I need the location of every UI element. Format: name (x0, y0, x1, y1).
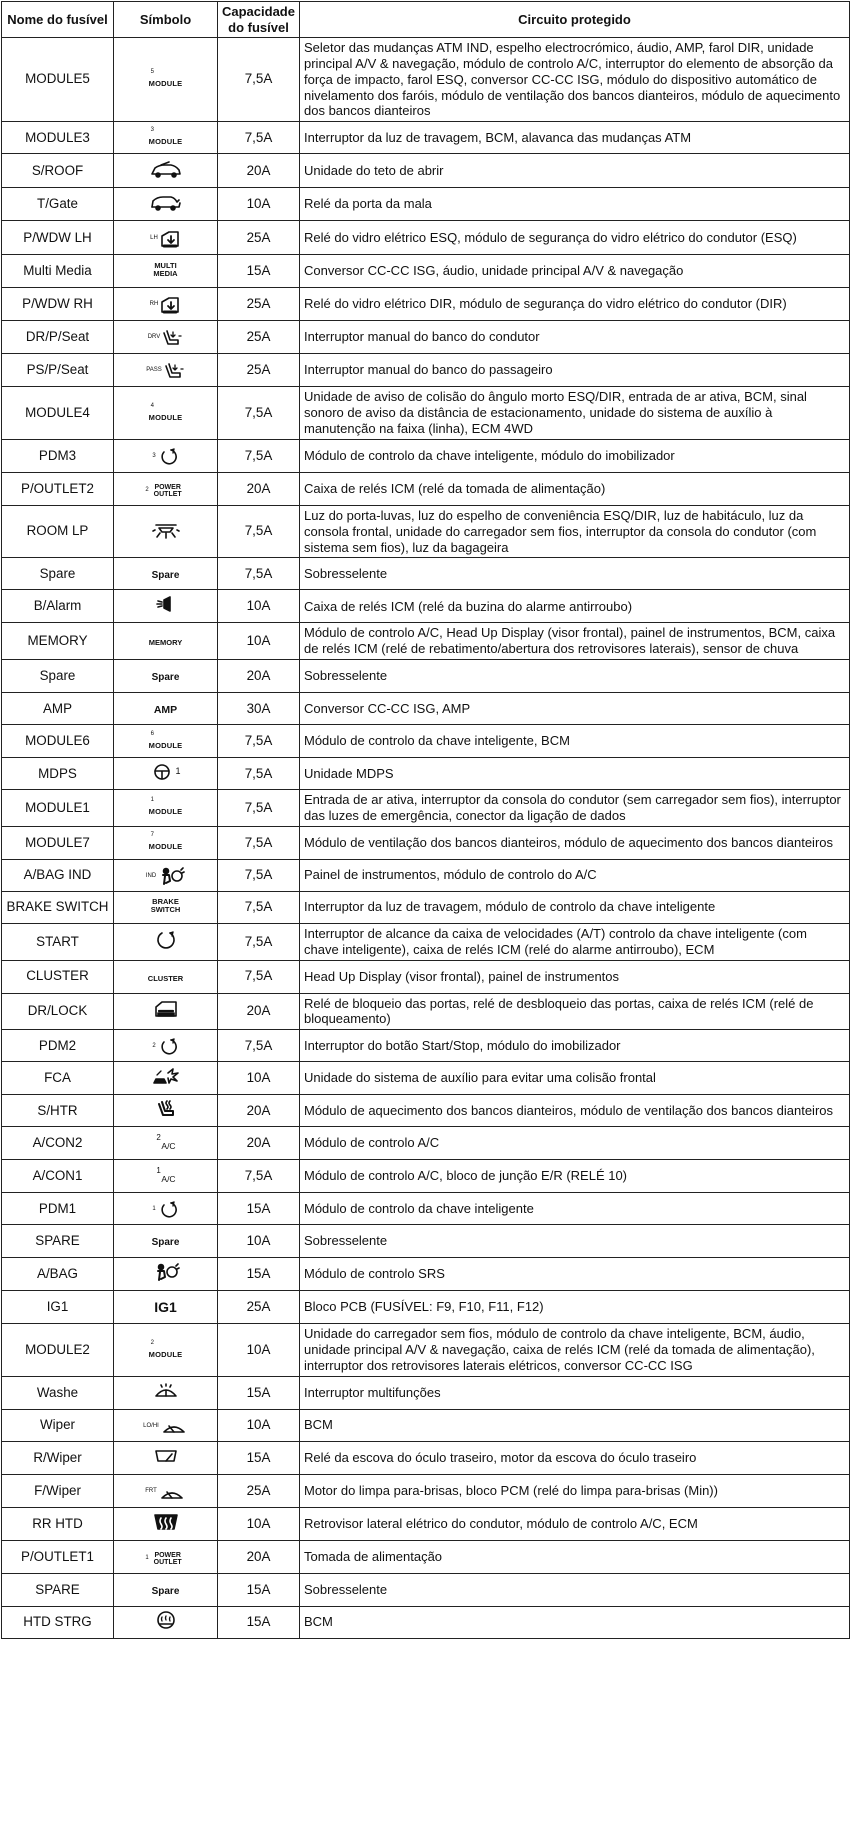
fuse-symbol (114, 1540, 218, 1573)
tailgate-icon (149, 192, 183, 212)
protected-circuit: Luz do porta-luvas, luz do espelho de conveniência ESQ/DIR, luz de habitáculo, luz da consola frontal, unidade do carregador sem fios, interruptor da consola do condutor (com sistema sem fios), luz da bagageira (300, 505, 850, 558)
fuse-name: MDPS (2, 758, 114, 790)
symbol-label: 1 (175, 766, 181, 777)
protected-circuit: Relé de bloqueio das portas, relé de desbloqueio das portas, caixa de relés ICM (relé de bloqueamento) (300, 993, 850, 1030)
fuse-symbol (114, 387, 218, 440)
fuse-capacity: 7,5A (218, 826, 300, 859)
table-row (2, 1062, 850, 1095)
fuse-name: MODULE5 (2, 38, 114, 122)
fuse-symbol (114, 1291, 218, 1324)
symbol-label: RH (149, 301, 159, 308)
protected-circuit: Bloco PCB (FUSÍVEL: F9, F10, F11, F12) (300, 1291, 850, 1324)
table-row (2, 1507, 850, 1540)
table-row (2, 1225, 850, 1258)
protected-circuit: Módulo de controlo da chave inteligente, BCM (300, 725, 850, 758)
protected-circuit: Interruptor da luz de travagem, BCM, alavanca das mudanças ATM (300, 122, 850, 154)
protected-circuit: Módulo de controlo da chave inteligente (300, 1193, 850, 1225)
power-outlet-symbol: 1 POWER OUTLET (145, 1551, 182, 1567)
fuse-capacity: 15A (218, 255, 300, 288)
protected-circuit: Head Up Display (visor frontal), painel de instrumentos (300, 960, 850, 993)
fuse-name: R/Wiper (2, 1441, 114, 1474)
protected-circuit: Unidade MDPS (300, 758, 850, 790)
fuse-symbol (114, 758, 218, 790)
fuse-capacity: 30A (218, 693, 300, 725)
table-row (2, 1193, 850, 1225)
fuse-symbol (114, 1062, 218, 1095)
fuse-name: P/WDW RH (2, 288, 114, 321)
fuse-symbol (114, 1441, 218, 1474)
table-row (2, 439, 850, 472)
module-symbol: 7 MODULE (148, 832, 183, 852)
table-row (2, 859, 850, 891)
protected-circuit: Unidade do teto de abrir (300, 154, 850, 188)
fuse-capacity: 7,5A (218, 122, 300, 154)
header-circuit: Circuito protegido (300, 2, 850, 38)
washer-icon (152, 1381, 180, 1401)
table-row (2, 960, 850, 993)
power-window-icon (150, 295, 182, 315)
fuse-symbol (114, 1193, 218, 1225)
fuse-capacity: 10A (218, 1507, 300, 1540)
fuse-symbol (114, 993, 218, 1030)
fuse-capacity: 7,5A (218, 923, 300, 960)
table-row (2, 1030, 850, 1062)
heated-steering-icon (154, 1609, 178, 1631)
fuse-symbol (114, 1160, 218, 1193)
fuse-symbol (114, 188, 218, 221)
protected-circuit: Tomada de alimentação (300, 1540, 850, 1573)
fuse-symbol (114, 725, 218, 758)
protected-circuit: Seletor das mudanças ATM IND, espelho electrocrómico, áudio, AMP, farol DIR, unidade principal A/V & navegação, módulo de controlo A/C, interruptor do elemento de absorção da força de impacto, farol ESQ, conversor CC-CC ISG, módulo do dispositivo automático de nivelamento dos faróis, módulo de ventilação dos bancos dianteiros, módulo de aquecimento dos bancos dianteiros (300, 38, 850, 122)
fuse-capacity: 20A (218, 660, 300, 693)
fuse-name: Spare (2, 660, 114, 693)
fuse-name: MODULE6 (2, 725, 114, 758)
start-icon (154, 929, 178, 951)
table-row (2, 354, 850, 387)
door-lock-icon (153, 999, 179, 1019)
power-seat-icon (148, 328, 184, 348)
fuse-name: MODULE7 (2, 826, 114, 859)
fuse-name: IG1 (2, 1291, 114, 1324)
fuse-name: Multi Media (2, 255, 114, 288)
fuse-name: PS/P/Seat (2, 354, 114, 387)
text-symbol: CLUSTER (147, 973, 184, 983)
protected-circuit: Conversor CC-CC ISG, AMP (300, 693, 850, 725)
spare-symbol: Spare (151, 1585, 180, 1597)
table-row (2, 1160, 850, 1193)
fuse-capacity: 7,5A (218, 725, 300, 758)
fuse-capacity: 20A (218, 472, 300, 505)
text-symbol: MULTI MEDIA (153, 261, 178, 279)
module-symbol: 3 MODULE (148, 127, 183, 147)
amp-symbol: AMP (153, 703, 178, 716)
seat-heater-icon (154, 1098, 178, 1120)
fuse-symbol (114, 122, 218, 154)
fuse-name: P/OUTLET1 (2, 1540, 114, 1573)
wiper-icon (145, 1482, 186, 1502)
fuse-capacity: 20A (218, 1095, 300, 1127)
fuse-capacity: 15A (218, 1606, 300, 1638)
fuse-capacity: 25A (218, 321, 300, 354)
protected-circuit: Motor do limpa para-brisas, bloco PCM (relé do limpa para-brisas (Min)) (300, 1474, 850, 1507)
table-row (2, 122, 850, 154)
fuse-name: RR HTD (2, 1507, 114, 1540)
power-window-icon (150, 229, 181, 249)
collision-icon (151, 1065, 181, 1087)
table-row (2, 288, 850, 321)
table-row (2, 660, 850, 693)
protected-circuit: Módulo de controlo A/C, bloco de junção E/R (RELÉ 10) (300, 1160, 850, 1193)
fuse-name: SPARE (2, 1573, 114, 1606)
fuse-symbol (114, 1030, 218, 1062)
table-row (2, 623, 850, 660)
protected-circuit: Painel de instrumentos, módulo de controlo do A/C (300, 859, 850, 891)
fuse-symbol (114, 472, 218, 505)
fuse-name: A/CON2 (2, 1127, 114, 1160)
fuse-symbol (114, 1225, 218, 1258)
ac-symbol: 1 A/C (156, 1165, 176, 1184)
table-row (2, 1291, 850, 1324)
fuse-name: Washe (2, 1376, 114, 1409)
protected-circuit: Unidade do sistema de auxílio para evitar uma colisão frontal (300, 1062, 850, 1095)
fuse-name: HTD STRG (2, 1606, 114, 1638)
table-row (2, 321, 850, 354)
fuse-name: PDM1 (2, 1193, 114, 1225)
pdm-icon (152, 1200, 178, 1220)
protected-circuit: Sobresselente (300, 558, 850, 590)
fuse-name: S/HTR (2, 1095, 114, 1127)
protected-circuit: Conversor CC-CC ISG, áudio, unidade principal A/V & navegação (300, 255, 850, 288)
fuse-capacity: 7,5A (218, 1160, 300, 1193)
fuse-name: MODULE3 (2, 122, 114, 154)
fuse-capacity: 25A (218, 1474, 300, 1507)
fuse-name: START (2, 923, 114, 960)
fuse-capacity: 10A (218, 188, 300, 221)
fuse-name: B/Alarm (2, 590, 114, 623)
table-row (2, 1127, 850, 1160)
table-row (2, 221, 850, 255)
fuse-symbol (114, 891, 218, 923)
table-row (2, 387, 850, 440)
symbol-label: PASS (146, 367, 162, 374)
protected-circuit: Módulo de controlo A/C (300, 1127, 850, 1160)
fuse-name: MODULE2 (2, 1324, 114, 1377)
protected-circuit: Módulo de controlo SRS (300, 1258, 850, 1291)
protected-circuit: Entrada de ar ativa, interruptor da consola do condutor (sem carregador sem fios), interruptor das luzes de emergência, conector da ligação de dados (300, 790, 850, 827)
header-symbol: Símbolo (114, 2, 218, 38)
power-outlet-symbol: 2 POWER OUTLET (145, 483, 182, 499)
fuse-name: MODULE4 (2, 387, 114, 440)
fuse-symbol (114, 154, 218, 188)
fuse-symbol (114, 439, 218, 472)
fuse-name: AMP (2, 693, 114, 725)
header-capacity: Capacidade do fusível (218, 2, 300, 38)
fuse-capacity: 10A (218, 1324, 300, 1377)
airbag-icon (152, 1262, 180, 1282)
rear-defrost-icon (151, 1510, 181, 1534)
fuse-table-body (2, 38, 850, 1639)
fuse-capacity: 15A (218, 1258, 300, 1291)
fuse-name: FCA (2, 1062, 114, 1095)
protected-circuit: Unidade do carregador sem fios, módulo de controlo da chave inteligente, BCM, áudio, unidade principal A/V & navegação, caixa de relés ICM (relé da tomada de alimentação), interruptor dos retrovisores laterais elétricos, conversor CC-CC ISG (300, 1324, 850, 1377)
fuse-name: SPARE (2, 1225, 114, 1258)
fuse-capacity: 25A (218, 354, 300, 387)
fuse-name: F/Wiper (2, 1474, 114, 1507)
fuse-capacity: 15A (218, 1573, 300, 1606)
fuse-symbol (114, 255, 218, 288)
fuse-symbol (114, 1324, 218, 1377)
alarm-horn-icon (155, 595, 177, 613)
fuse-table (1, 1, 850, 1639)
symbol-label: DRV (147, 334, 161, 341)
header-row (2, 2, 850, 38)
module-symbol: 5 MODULE (148, 69, 183, 89)
fuse-name: CLUSTER (2, 960, 114, 993)
table-row (2, 188, 850, 221)
protected-circuit: Relé da escova do óculo traseiro, motor da escova do óculo traseiro (300, 1441, 850, 1474)
spare-symbol: Spare (151, 1237, 180, 1249)
symbol-label: IND (145, 872, 157, 879)
table-row (2, 790, 850, 827)
protected-circuit: BCM (300, 1606, 850, 1638)
fuse-capacity: 7,5A (218, 439, 300, 472)
fuse-symbol (114, 826, 218, 859)
fuse-capacity: 10A (218, 623, 300, 660)
fuse-name: T/Gate (2, 188, 114, 221)
fuse-capacity: 7,5A (218, 38, 300, 122)
text-symbol: BRAKE SWITCH (150, 897, 181, 915)
fuse-capacity: 7,5A (218, 790, 300, 827)
fuse-capacity: 15A (218, 1441, 300, 1474)
fuse-name: DR/LOCK (2, 993, 114, 1030)
fuse-symbol (114, 1573, 218, 1606)
fuse-capacity: 7,5A (218, 960, 300, 993)
fuse-capacity: 7,5A (218, 891, 300, 923)
protected-circuit: Interruptor do botão Start/Stop, módulo do imobilizador (300, 1030, 850, 1062)
table-row (2, 993, 850, 1030)
fuse-symbol (114, 960, 218, 993)
fuse-capacity: 25A (218, 221, 300, 255)
protected-circuit: Interruptor da luz de travagem, módulo de controlo da chave inteligente (300, 891, 850, 923)
fuse-capacity: 10A (218, 1409, 300, 1441)
table-row (2, 1376, 850, 1409)
fuse-capacity: 7,5A (218, 859, 300, 891)
table-row (2, 1606, 850, 1638)
protected-circuit: BCM (300, 1409, 850, 1441)
fuse-name: A/CON1 (2, 1160, 114, 1193)
fuse-name: A/BAG IND (2, 859, 114, 891)
table-row (2, 725, 850, 758)
fuse-symbol (114, 1606, 218, 1638)
table-row (2, 38, 850, 122)
fuse-capacity: 10A (218, 1062, 300, 1095)
fuse-symbol (114, 221, 218, 255)
fuse-symbol (114, 558, 218, 590)
table-row (2, 1324, 850, 1377)
fuse-symbol (114, 38, 218, 122)
protected-circuit: Interruptor multifunções (300, 1376, 850, 1409)
table-row (2, 558, 850, 590)
protected-circuit: Módulo de controlo A/C, Head Up Display (visor frontal), painel de instrumentos, BCM, caixa de relés ICM (relé de rebatimento/abertura dos retrovisores laterais), sensor de chuva (300, 623, 850, 660)
protected-circuit: Interruptor manual do banco do condutor (300, 321, 850, 354)
airbag-icon (146, 866, 185, 886)
fuse-capacity: 20A (218, 993, 300, 1030)
table-row (2, 1474, 850, 1507)
power-seat-icon (146, 361, 185, 381)
fuse-symbol (114, 1127, 218, 1160)
table-row (2, 758, 850, 790)
fuse-capacity: 20A (218, 1540, 300, 1573)
table-row (2, 154, 850, 188)
fuse-symbol (114, 693, 218, 725)
fuse-symbol (114, 505, 218, 558)
fuse-name: BRAKE SWITCH (2, 891, 114, 923)
symbol-label: FRT (145, 1488, 157, 1495)
protected-circuit: Caixa de relés ICM (relé da buzina do alarme antirroubo) (300, 590, 850, 623)
fuse-capacity: 20A (218, 1127, 300, 1160)
fuse-capacity: 15A (218, 1376, 300, 1409)
table-row (2, 891, 850, 923)
protected-circuit: Sobresselente (300, 1225, 850, 1258)
protected-circuit: Sobresselente (300, 660, 850, 693)
table-row (2, 826, 850, 859)
fuse-symbol (114, 790, 218, 827)
fuse-capacity: 10A (218, 1225, 300, 1258)
fuse-symbol (114, 1095, 218, 1127)
room-lamp-icon (151, 520, 181, 540)
spare-symbol: Spare (151, 672, 180, 684)
fuse-name: PDM2 (2, 1030, 114, 1062)
symbol-label: 1 (152, 1206, 156, 1212)
table-row (2, 1095, 850, 1127)
protected-circuit: Relé da porta da mala (300, 188, 850, 221)
pdm-icon (152, 1037, 178, 1057)
fuse-capacity: 25A (218, 288, 300, 321)
module-symbol: 6 MODULE (148, 730, 183, 750)
protected-circuit: Módulo de ventilação dos bancos dianteiros, módulo de aquecimento dos bancos dianteiros (300, 826, 850, 859)
fuse-symbol (114, 1507, 218, 1540)
table-row (2, 1441, 850, 1474)
table-row (2, 1573, 850, 1606)
module-symbol: 2 MODULE (148, 1339, 183, 1359)
steering-icon (150, 762, 180, 782)
fuse-symbol (114, 859, 218, 891)
table-row (2, 590, 850, 623)
fuse-name: DR/P/Seat (2, 321, 114, 354)
protected-circuit: Relé do vidro elétrico DIR, módulo de segurança do vidro elétrico do condutor (DIR) (300, 288, 850, 321)
table-row (2, 255, 850, 288)
table-row (2, 505, 850, 558)
protected-circuit: Unidade de aviso de colisão do ângulo morto ESQ/DIR, entrada de ar ativa, BCM, sinal sonoro de aviso da distância de estacionamento, unidade do sistema de auxílio à manutenção na faixa (linha), ECM 4WD (300, 387, 850, 440)
symbol-label: LH (150, 234, 158, 241)
fuse-symbol (114, 288, 218, 321)
ig1-symbol: IG1 (154, 1298, 177, 1315)
module-symbol: 4 MODULE (148, 402, 183, 422)
fuse-capacity: 25A (218, 1291, 300, 1324)
sunroof-icon (149, 160, 183, 178)
text-symbol: MEMORY (148, 638, 183, 648)
fuse-name: ROOM LP (2, 505, 114, 558)
fuse-name: A/BAG (2, 1258, 114, 1291)
fuse-symbol (114, 354, 218, 387)
table-row (2, 1258, 850, 1291)
fuse-symbol (114, 321, 218, 354)
fuse-symbol (114, 623, 218, 660)
fuse-capacity: 15A (218, 1193, 300, 1225)
fuse-symbol (114, 1474, 218, 1507)
symbol-label: LO/HI (143, 1422, 159, 1429)
fuse-capacity: 7,5A (218, 758, 300, 790)
protected-circuit: Relé do vidro elétrico ESQ, módulo de segurança do vidro elétrico do condutor (ESQ) (300, 221, 850, 255)
fuse-name: S/ROOF (2, 154, 114, 188)
table-row (2, 693, 850, 725)
fuse-name: Wiper (2, 1409, 114, 1441)
protected-circuit: Módulo de controlo da chave inteligente, módulo do imobilizador (300, 439, 850, 472)
protected-circuit: Sobresselente (300, 1573, 850, 1606)
protected-circuit: Interruptor de alcance da caixa de velocidades (A/T) controlo da chave inteligente (com chave inteligente), caixa de relés ICM (relé do alarme antirroubo), ECM (300, 923, 850, 960)
fuse-capacity: 7,5A (218, 387, 300, 440)
table-row (2, 1540, 850, 1573)
fuse-symbol (114, 1409, 218, 1441)
protected-circuit: Caixa de relés ICM (relé da tomada de alimentação) (300, 472, 850, 505)
table-row (2, 472, 850, 505)
fuse-symbol (114, 590, 218, 623)
fuse-name: PDM3 (2, 439, 114, 472)
module-symbol: 1 MODULE (148, 797, 183, 817)
fuse-symbol (114, 660, 218, 693)
fuse-capacity: 7,5A (218, 558, 300, 590)
fuse-symbol (114, 1258, 218, 1291)
fuse-symbol (114, 923, 218, 960)
pdm-icon (152, 447, 178, 467)
protected-circuit: Módulo de aquecimento dos bancos dianteiros, módulo de ventilação dos bancos dianteiros (300, 1095, 850, 1127)
symbol-label: 3 (152, 453, 156, 460)
fuse-name: P/OUTLET2 (2, 472, 114, 505)
header-fuse-name: Nome do fusível (2, 2, 114, 38)
table-row (2, 923, 850, 960)
wiper-icon (143, 1416, 188, 1436)
ac-symbol: 2 A/C (156, 1132, 176, 1151)
fuse-name: MEMORY (2, 623, 114, 660)
symbol-label: 2 (152, 1043, 156, 1049)
fuse-capacity: 7,5A (218, 505, 300, 558)
fuse-capacity: 10A (218, 590, 300, 623)
fuse-name: Spare (2, 558, 114, 590)
fuse-name: MODULE1 (2, 790, 114, 827)
fuse-capacity: 20A (218, 154, 300, 188)
protected-circuit: Interruptor manual do banco do passageiro (300, 354, 850, 387)
rear-wiper-icon (152, 1446, 180, 1466)
protected-circuit: Retrovisor lateral elétrico do condutor, módulo de controlo A/C, ECM (300, 1507, 850, 1540)
spare-symbol: Spare (151, 569, 180, 581)
table-row (2, 1409, 850, 1441)
fuse-symbol (114, 1376, 218, 1409)
fuse-capacity: 7,5A (218, 1030, 300, 1062)
fuse-name: P/WDW LH (2, 221, 114, 255)
